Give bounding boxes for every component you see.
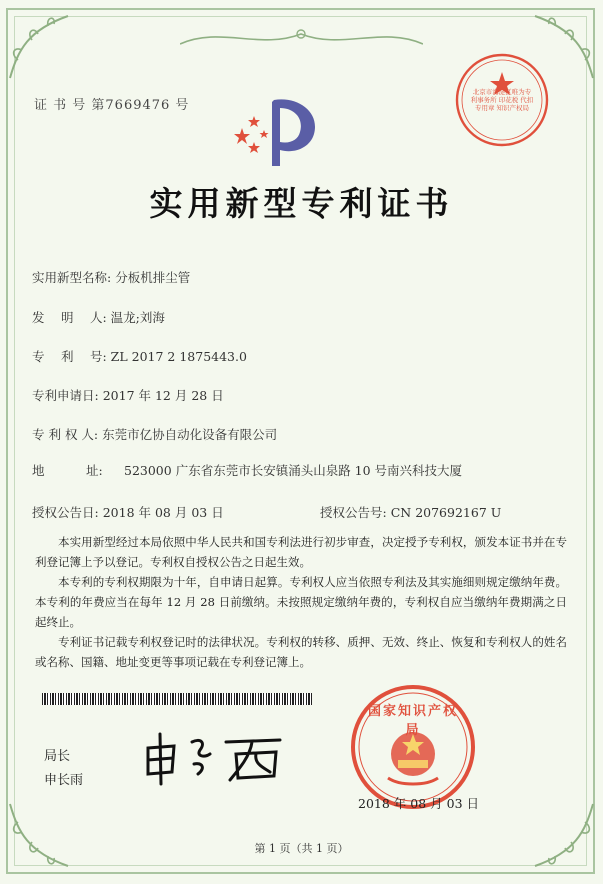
- corner-vine-top-left: [8, 10, 78, 80]
- director-signature: [140, 728, 290, 788]
- field-value: 东莞市亿协自动化设备有限公司: [102, 427, 278, 442]
- field-value: 2018 年 08 月 03 日: [102, 505, 224, 520]
- field-inventor: [32, 308, 165, 326]
- agency-seal-text: 北京市海淀区唯为专利事务所 印花税 代扣专用章 知识产权局: [470, 88, 534, 112]
- field-patent-number: [32, 347, 247, 365]
- field-label: 专 利 权 人:: [32, 427, 99, 442]
- field-patentee: [32, 425, 277, 443]
- field-value: 分板机排尘管: [115, 270, 191, 285]
- field-grant-date: [32, 503, 224, 521]
- field-utility-model-name: [32, 268, 190, 286]
- certificate-number: 证 书 号 第7669476 号: [34, 98, 190, 113]
- field-application-date: [32, 386, 224, 404]
- director-name: 申长雨: [44, 773, 84, 788]
- field-value: 2017 年 12 月 28 日: [102, 388, 224, 403]
- field-label: 授权公告日:: [32, 505, 99, 520]
- field-address-value: 523000 广东省东莞市长安镇涌头山泉路 10 号南兴科技大厦: [124, 463, 463, 478]
- top-ornament: [180, 24, 423, 52]
- field-label: 授权公告号:: [320, 505, 387, 520]
- field-label: 专利申请日:: [32, 388, 99, 403]
- field-value: 温龙;刘海: [110, 310, 165, 325]
- paragraph-grant-statement: 本实用新型经过本局依照中华人民共和国专利法进行初步审查，决定授予专利权，颁发本证书并在专利登记簿上予以登记。专利权自授权公告之日起生效。: [35, 535, 567, 569]
- seal-date: 2018 年 08 月 03 日: [358, 796, 479, 811]
- corner-vine-bottom-left: [8, 802, 78, 872]
- field-value: ZL 2017 2 1875443.0: [110, 349, 247, 364]
- field-label: 实用新型名称:: [32, 270, 112, 285]
- certificate-title: 实用新型专利证书: [149, 184, 454, 223]
- field-label: 发 明 人:: [32, 310, 107, 325]
- field-label: 专 利 号:: [32, 349, 107, 364]
- field-address-label: 地 址:: [32, 463, 103, 478]
- seal-text: 国家知识产权局: [367, 704, 458, 738]
- field-value: CN 207692167 U: [390, 505, 502, 520]
- director-title: 局长: [44, 749, 71, 764]
- paragraph-term-and-fees: 本专利的专利权期限为十年，自申请日起算。专利权人应当依照专利法及其实施细则规定缴纳年费。本专利的年费应当在每年 12 月 28 日前缴纳。未按照规定缴纳年费的，专利权自应当缴纳年费期满之日起终止。: [35, 575, 567, 629]
- corner-vine-bottom-right: [525, 802, 595, 872]
- barcode: [42, 693, 312, 705]
- patent-office-logo: [228, 92, 328, 170]
- field-grant-number: [320, 503, 501, 521]
- paragraph-legal-status: 专利证书记载专利权登记时的法律状况。专利权的转移、质押、无效、终止、恢复和专利权人的姓名或名称、国籍、地址变更等事项记载在专利登记簿上。: [35, 635, 567, 669]
- page-footer: 第 1 页（共 1 页）: [254, 842, 349, 855]
